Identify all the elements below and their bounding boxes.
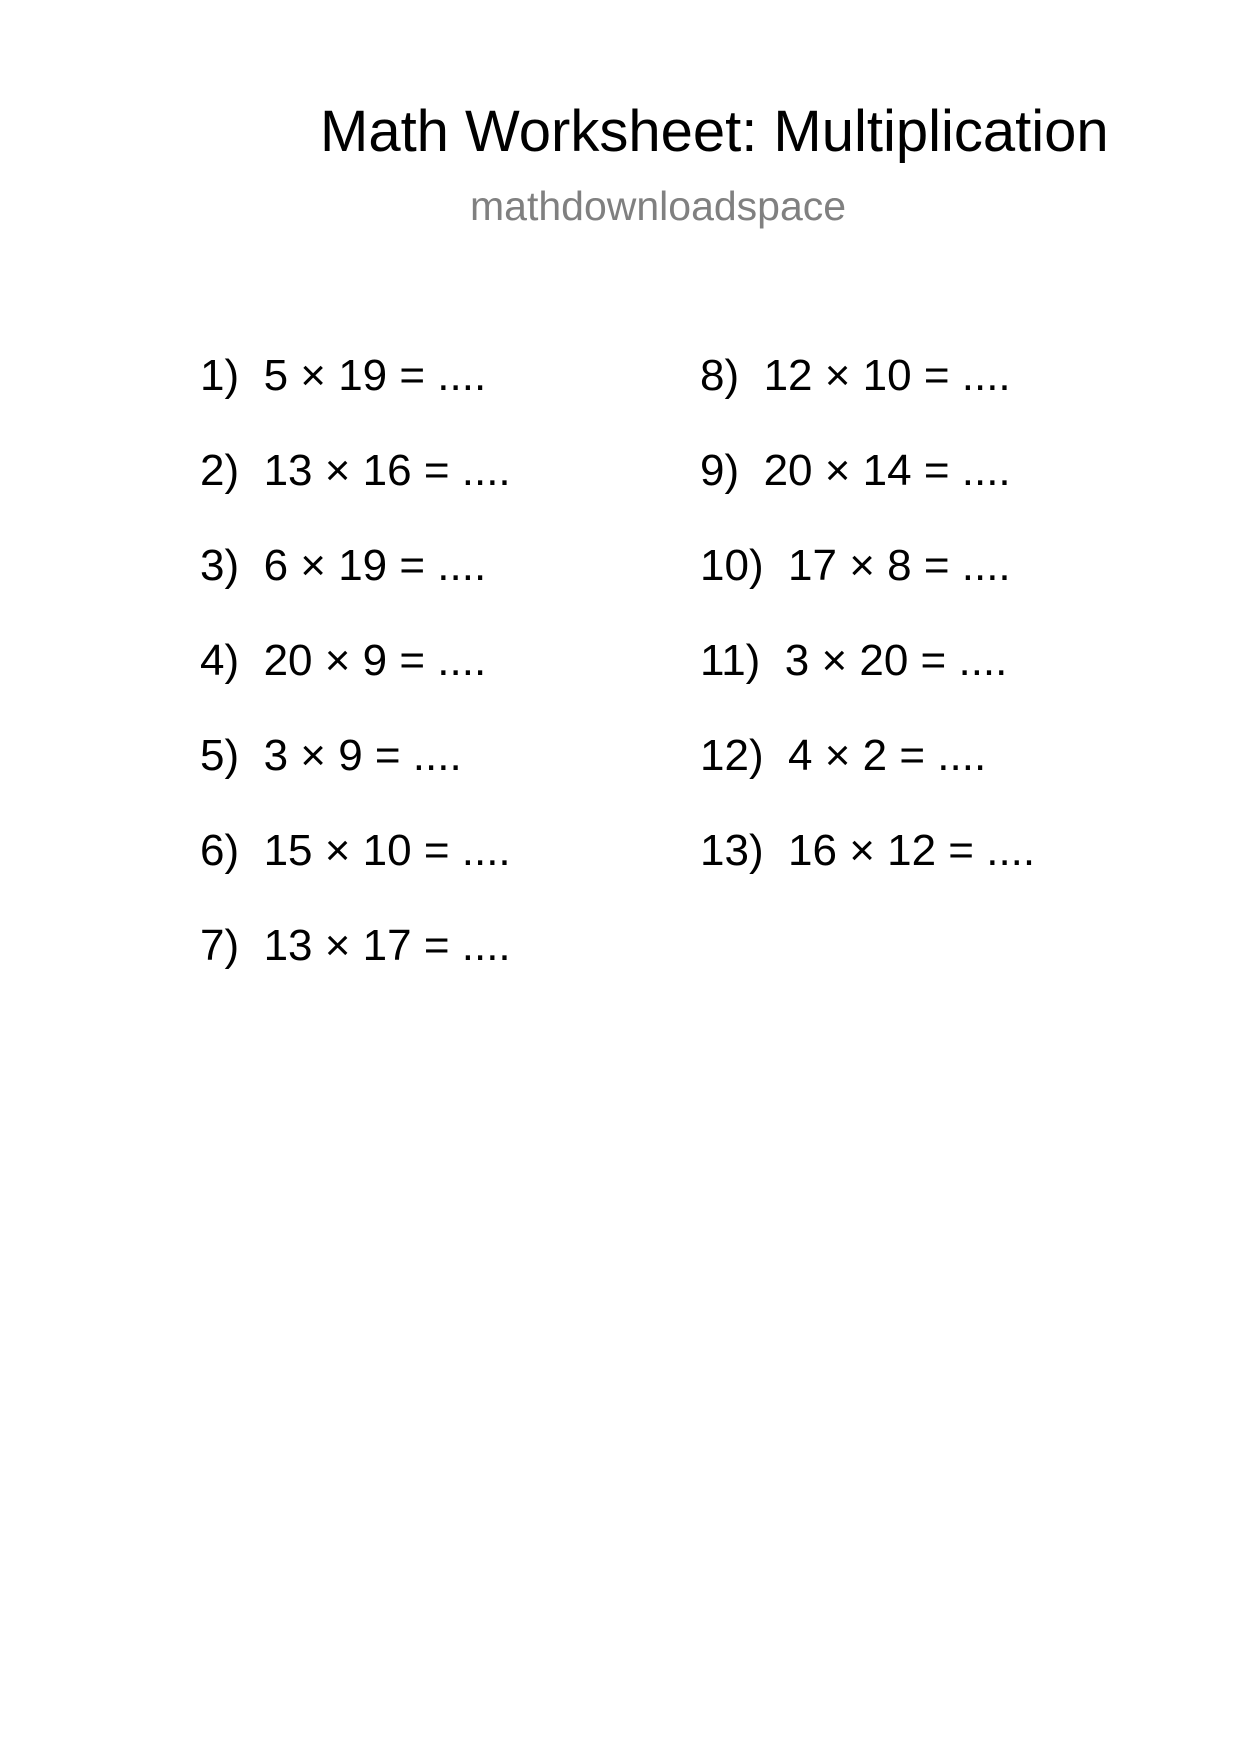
problem-5: 5) 3 × 9 = ....: [200, 731, 462, 780]
problem-11: 11) 3 × 20 = ....: [700, 636, 1008, 685]
problem-13: 13) 16 × 12 = ....: [700, 826, 1036, 875]
problem-1: 1) 5 × 19 = ....: [200, 351, 487, 400]
problem-12: 12) 4 × 2 = ....: [700, 731, 987, 780]
problem-8: 8) 12 × 10 = ....: [700, 351, 1011, 400]
page-title: Math Worksheet: Multiplication: [320, 99, 1109, 164]
problem-2: 2) 13 × 16 = ....: [200, 446, 511, 495]
problem-6: 6) 15 × 10 = ....: [200, 826, 511, 875]
problem-10: 10) 17 × 8 = ....: [700, 541, 1011, 590]
problem-3: 3) 6 × 19 = ....: [200, 541, 487, 590]
page-subtitle: mathdownloadspace: [470, 183, 847, 229]
problem-7: 7) 13 × 17 = ....: [200, 921, 511, 970]
problem-4: 4) 20 × 9 = ....: [200, 636, 487, 685]
problem-9: 9) 20 × 14 = ....: [700, 446, 1011, 495]
